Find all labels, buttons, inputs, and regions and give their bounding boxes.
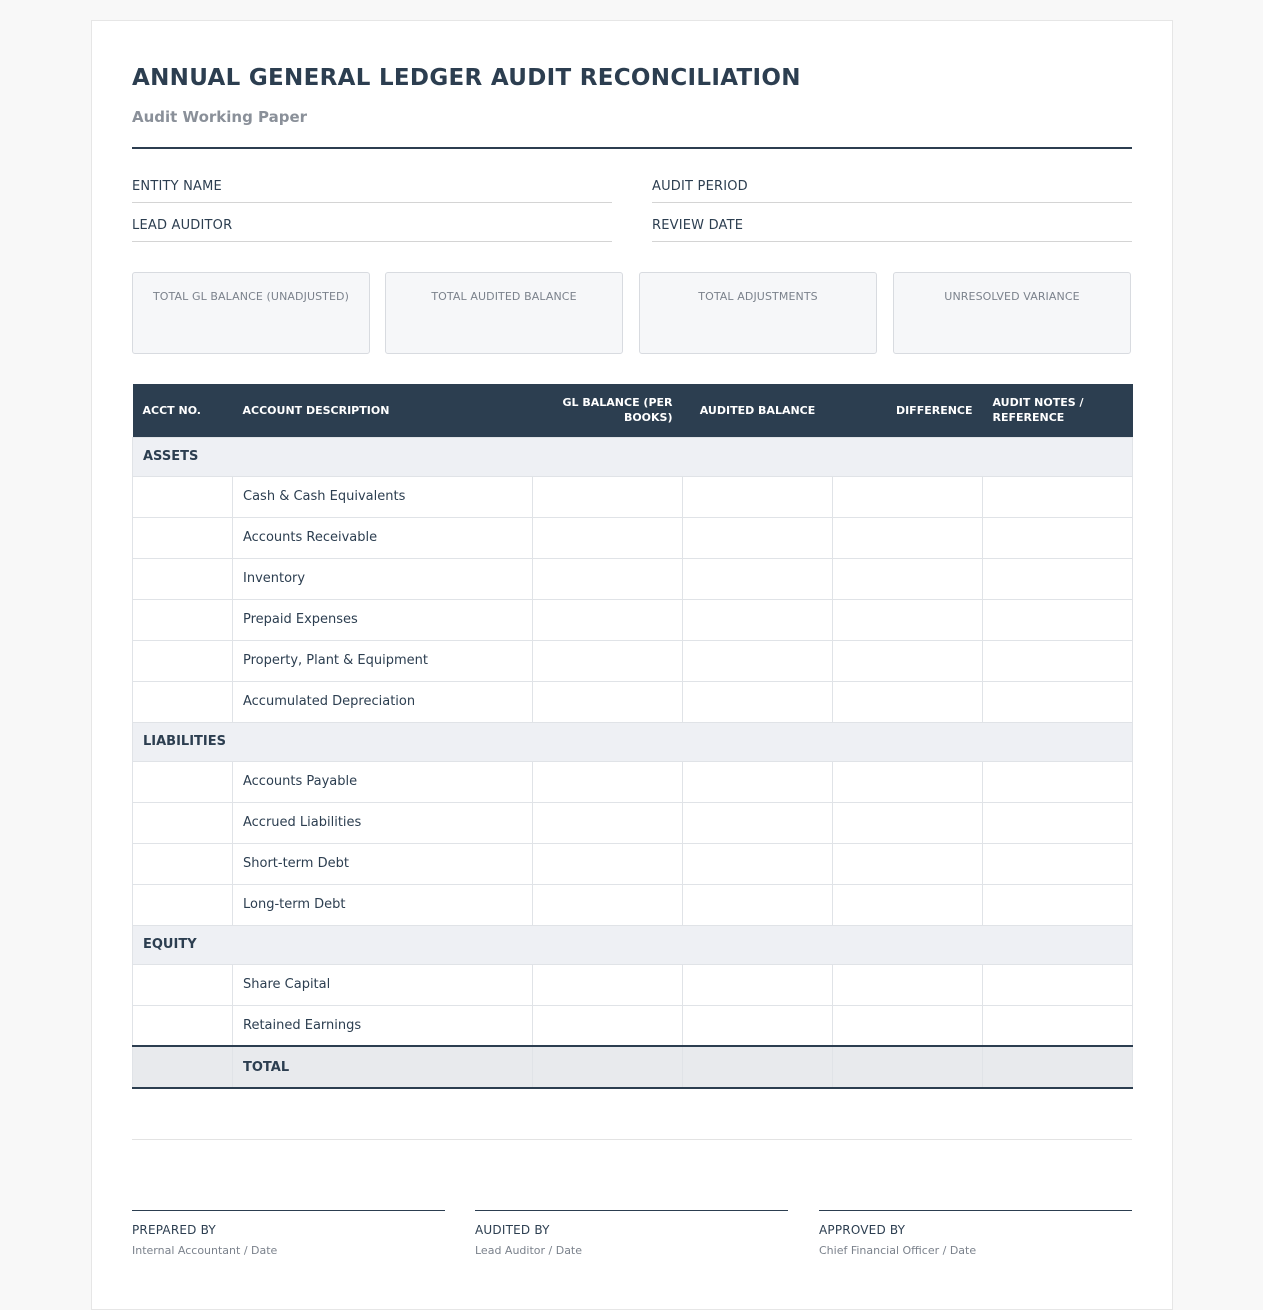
description-cell: Cash & Cash Equivalents: [233, 476, 533, 517]
summary-card-label: TOTAL AUDITED BALANCE: [431, 290, 577, 303]
description-cell: Accumulated Depreciation: [233, 681, 533, 722]
description-cell: Property, Plant & Equipment: [233, 640, 533, 681]
table-row: [133, 599, 1133, 640]
summary-card-label: TOTAL GL BALANCE (UNADJUSTED): [152, 290, 350, 303]
column-header-audited-balance: AUDITED BALANCE: [683, 384, 833, 437]
signature-title: PREPARED BY: [132, 1223, 216, 1237]
difference-cell[interactable]: [833, 884, 983, 925]
audited-balance-cell[interactable]: [683, 1005, 833, 1046]
table-row: [133, 843, 1133, 884]
review-date-field[interactable]: [652, 218, 1132, 242]
ledger-table: [132, 384, 1133, 1089]
column-header-account-description: ACCOUNT DESCRIPTION: [233, 384, 533, 437]
acct-no-cell[interactable]: [133, 1005, 233, 1046]
lead-auditor-label: LEAD AUDITOR: [132, 218, 233, 233]
audit-notes-cell[interactable]: [983, 517, 1133, 558]
table-row: [133, 681, 1133, 722]
gl-balance-cell[interactable]: [533, 1005, 683, 1046]
total-audited-balance-cell[interactable]: [683, 1046, 833, 1088]
total-audit-notes-cell[interactable]: [983, 1046, 1133, 1088]
acct-no-cell[interactable]: [133, 599, 233, 640]
column-header-audit-notes: AUDIT NOTES / REFERENCE: [983, 384, 1133, 437]
summary-card-label: UNRESOLVED VARIANCE: [944, 290, 1080, 303]
summary-card-unresolved-variance: [893, 272, 1131, 354]
difference-cell[interactable]: [833, 640, 983, 681]
difference-cell[interactable]: [833, 964, 983, 1005]
table-header-row: [133, 384, 1133, 437]
audit-working-paper: [91, 20, 1173, 1310]
table-row: [133, 802, 1133, 843]
signature-subtitle: Chief Financial Officer / Date: [819, 1244, 977, 1257]
column-header-acct-no: ACCT NO.: [133, 384, 233, 437]
audit-notes-cell[interactable]: [983, 558, 1133, 599]
acct-no-cell[interactable]: [133, 964, 233, 1005]
lead-auditor-field[interactable]: [132, 218, 612, 242]
table-row: [133, 517, 1133, 558]
gl-balance-cell[interactable]: [533, 964, 683, 1005]
gl-balance-cell[interactable]: [533, 843, 683, 884]
difference-cell[interactable]: [833, 802, 983, 843]
audit-notes-cell[interactable]: [983, 681, 1133, 722]
total-label: TOTAL: [233, 1046, 533, 1088]
description-cell: Accounts Receivable: [233, 517, 533, 558]
audit-notes-cell[interactable]: [983, 599, 1133, 640]
audit-notes-cell[interactable]: [983, 761, 1133, 802]
section-label: LIABILITIES: [133, 722, 1133, 761]
audit-notes-cell[interactable]: [983, 843, 1133, 884]
signature-subtitle: Lead Auditor / Date: [475, 1244, 583, 1257]
signature-title: AUDITED BY: [475, 1223, 550, 1237]
acct-no-cell[interactable]: [133, 558, 233, 599]
section-label: ASSETS: [133, 437, 1133, 476]
table-row: [133, 476, 1133, 517]
acct-no-cell[interactable]: [133, 681, 233, 722]
audited-balance-cell[interactable]: [683, 517, 833, 558]
acct-no-cell[interactable]: [133, 802, 233, 843]
audit-notes-cell[interactable]: [983, 476, 1133, 517]
total-acct-no-cell[interactable]: [133, 1046, 233, 1088]
gl-balance-cell[interactable]: [533, 599, 683, 640]
total-gl-balance-cell[interactable]: [533, 1046, 683, 1088]
total-difference-cell[interactable]: [833, 1046, 983, 1088]
signature-block-prepared-by[interactable]: [132, 1210, 445, 1257]
difference-cell[interactable]: [833, 476, 983, 517]
difference-cell[interactable]: [833, 843, 983, 884]
audited-balance-cell[interactable]: [683, 884, 833, 925]
table-row: [133, 1005, 1133, 1046]
audit-period-field[interactable]: [652, 179, 1132, 203]
description-cell: Short-term Debt: [233, 843, 533, 884]
signature-block-audited-by[interactable]: [475, 1210, 788, 1257]
audited-balance-cell[interactable]: [683, 476, 833, 517]
gl-balance-cell[interactable]: [533, 517, 683, 558]
audited-balance-cell[interactable]: [683, 802, 833, 843]
document-subtitle: Audit Working Paper: [132, 108, 308, 126]
table-row: [133, 640, 1133, 681]
gl-balance-cell[interactable]: [533, 640, 683, 681]
entity-name-field[interactable]: [132, 179, 612, 203]
column-header-gl-balance: GL BALANCE (PER BOOKS): [533, 384, 683, 437]
audited-balance-cell[interactable]: [683, 964, 833, 1005]
audited-balance-cell[interactable]: [683, 843, 833, 884]
audited-balance-cell[interactable]: [683, 640, 833, 681]
difference-cell[interactable]: [833, 558, 983, 599]
signature-block-approved-by[interactable]: [819, 1210, 1132, 1257]
document-title: ANNUAL GENERAL LEDGER AUDIT RECONCILIATION: [132, 65, 801, 91]
table-row: [133, 964, 1133, 1005]
description-cell: Retained Earnings: [233, 1005, 533, 1046]
review-date-label: REVIEW DATE: [652, 218, 744, 233]
footer-divider: [132, 1139, 1132, 1140]
acct-no-cell[interactable]: [133, 761, 233, 802]
header-divider: [132, 147, 1132, 149]
gl-balance-cell[interactable]: [533, 558, 683, 599]
entity-name-label: ENTITY NAME: [132, 179, 222, 194]
acct-no-cell[interactable]: [133, 640, 233, 681]
table-row: [133, 761, 1133, 802]
ledger-body: [133, 437, 1133, 1088]
difference-cell[interactable]: [833, 599, 983, 640]
total-row: [133, 1046, 1133, 1088]
table-row: [133, 884, 1133, 925]
gl-balance-cell[interactable]: [533, 761, 683, 802]
audit-notes-cell[interactable]: [983, 884, 1133, 925]
difference-cell[interactable]: [833, 681, 983, 722]
audit-notes-cell[interactable]: [983, 1005, 1133, 1046]
acct-no-cell[interactable]: [133, 843, 233, 884]
audit-notes-cell[interactable]: [983, 802, 1133, 843]
signature-title: APPROVED BY: [819, 1223, 906, 1237]
section-row-liabilities: [133, 722, 1133, 761]
signature-subtitle: Internal Accountant / Date: [132, 1244, 278, 1257]
difference-cell[interactable]: [833, 517, 983, 558]
summary-card-total-audited-balance: [385, 272, 623, 354]
audited-balance-cell[interactable]: [683, 558, 833, 599]
difference-cell[interactable]: [833, 1005, 983, 1046]
column-header-difference: DIFFERENCE: [833, 384, 983, 437]
audit-notes-cell[interactable]: [983, 964, 1133, 1005]
description-cell: Share Capital: [233, 964, 533, 1005]
summary-card-total-adjustments: [639, 272, 877, 354]
description-cell: Accounts Payable: [233, 761, 533, 802]
section-row-assets: [133, 437, 1133, 476]
description-cell: Accrued Liabilities: [233, 802, 533, 843]
section-row-equity: [133, 925, 1133, 964]
audited-balance-cell[interactable]: [683, 599, 833, 640]
audit-notes-cell[interactable]: [983, 640, 1133, 681]
summary-card-total-gl-balance: [132, 272, 370, 354]
section-label: EQUITY: [133, 925, 1133, 964]
audited-balance-cell[interactable]: [683, 761, 833, 802]
gl-balance-cell[interactable]: [533, 681, 683, 722]
gl-balance-cell[interactable]: [533, 884, 683, 925]
summary-card-label: TOTAL ADJUSTMENTS: [698, 290, 818, 303]
description-cell: Long-term Debt: [233, 884, 533, 925]
acct-no-cell[interactable]: [133, 517, 233, 558]
acct-no-cell[interactable]: [133, 476, 233, 517]
gl-balance-cell[interactable]: [533, 476, 683, 517]
gl-balance-cell[interactable]: [533, 802, 683, 843]
description-cell: Prepaid Expenses: [233, 599, 533, 640]
audit-period-label: AUDIT PERIOD: [652, 179, 748, 194]
audited-balance-cell[interactable]: [683, 681, 833, 722]
difference-cell[interactable]: [833, 761, 983, 802]
description-cell: Inventory: [233, 558, 533, 599]
acct-no-cell[interactable]: [133, 884, 233, 925]
table-row: [133, 558, 1133, 599]
